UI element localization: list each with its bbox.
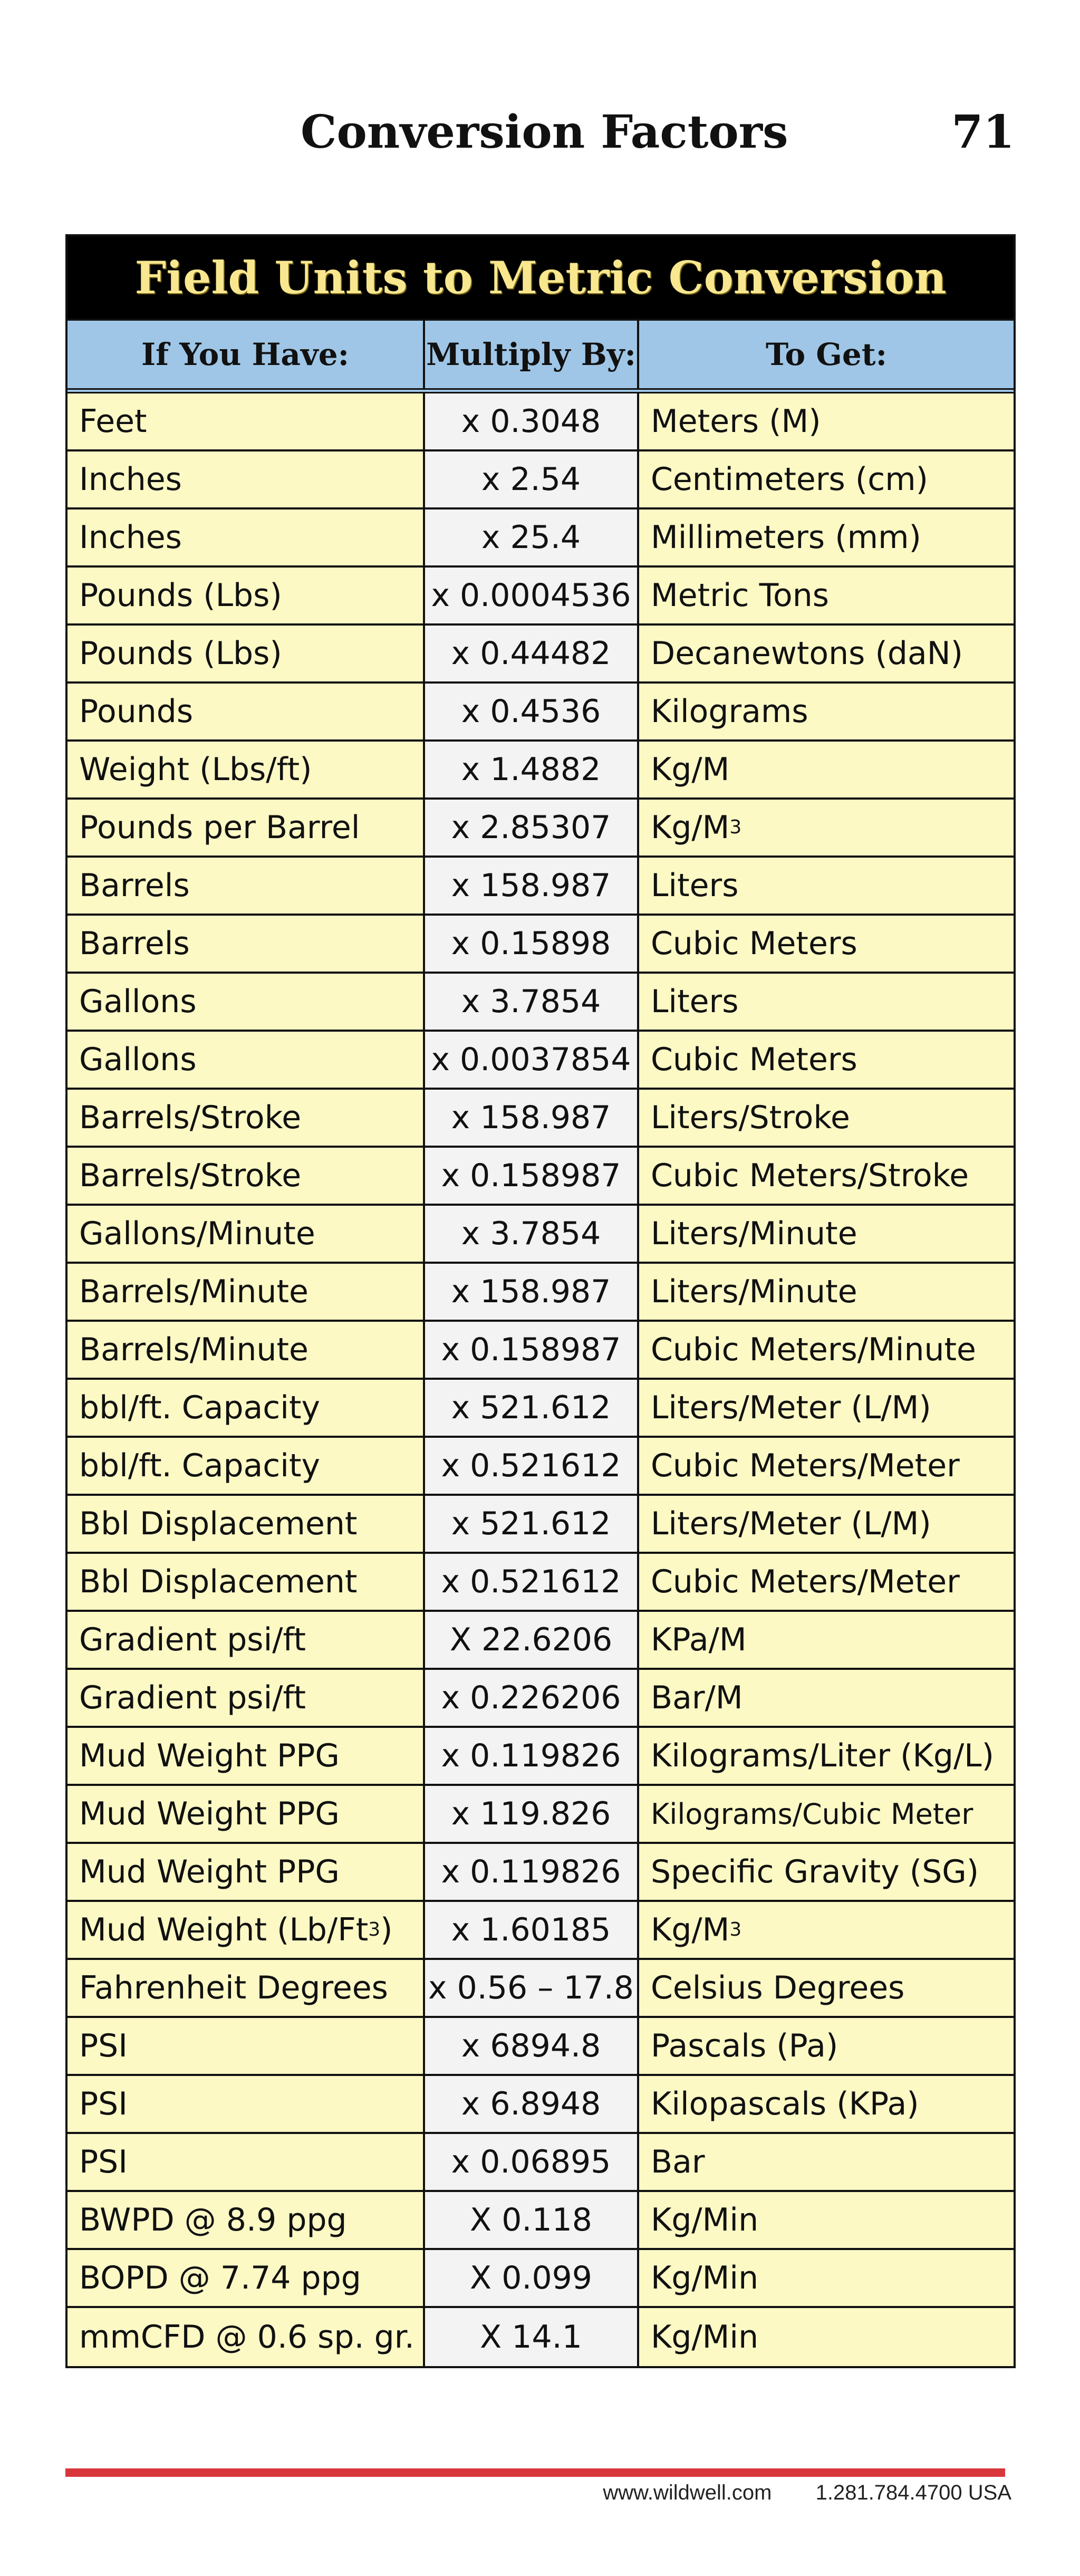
cell-to-get — [639, 626, 1014, 681]
cell-to-get — [639, 1090, 1014, 1146]
cell-to-get — [639, 1612, 1014, 1668]
cell-to-get-text: Centimeters (cm) — [651, 461, 929, 498]
cell-to-get — [639, 684, 1014, 739]
page-number: 71 — [951, 105, 1015, 159]
cell-if-you-have — [68, 2134, 425, 2190]
table-row — [68, 800, 1014, 858]
table-row — [68, 1090, 1014, 1148]
cell-multiply-by: x 0.158987 — [425, 1148, 639, 1204]
table-row — [68, 1496, 1014, 1554]
cell-to-get — [639, 393, 1014, 449]
cell-to-get-text: Liters/Meter (L/M) — [651, 1389, 931, 1426]
cell-to-get — [639, 510, 1014, 565]
cell-if-you-have-text: bbl/ft. Capacity — [79, 1447, 321, 1484]
cell-if-you-have-text: Mud Weight PPG — [79, 1853, 340, 1890]
table-row — [68, 742, 1014, 800]
cell-to-get-text: Kilograms — [651, 693, 808, 730]
table-row — [68, 626, 1014, 684]
cell-to-get — [639, 742, 1014, 797]
cell-if-you-have — [68, 2308, 425, 2366]
cell-to-get — [639, 2134, 1014, 2190]
footer-rule — [65, 2468, 1005, 2477]
cell-if-you-have — [68, 800, 425, 856]
page-header — [0, 105, 1080, 174]
cell-multiply-by: x 2.85307 — [425, 800, 639, 856]
cell-if-you-have — [68, 974, 425, 1030]
cell-if-you-have — [68, 2076, 425, 2132]
cell-to-get — [639, 1322, 1014, 1378]
cell-multiply-by: x 1.4882 — [425, 742, 639, 797]
table-row — [68, 568, 1014, 626]
header-to-get: To Get: — [765, 337, 888, 372]
cell-to-get — [639, 1438, 1014, 1494]
cell-to-get — [639, 858, 1014, 914]
cell-to-get-text: Specific Gravity (SG) — [651, 1853, 979, 1890]
cell-to-get-text: Liters — [651, 867, 739, 904]
cell-multiply-by: x 6894.8 — [425, 2018, 639, 2074]
table-row — [68, 1032, 1014, 1090]
cell-to-get — [639, 451, 1014, 507]
cell-if-you-have — [68, 742, 425, 797]
cell-if-you-have-text: Weight (Lbs/ft) — [79, 751, 312, 788]
cell-if-you-have — [68, 1438, 425, 1494]
cell-to-get — [639, 1960, 1014, 2016]
cell-to-get-text: Kg/M — [651, 751, 730, 788]
cell-to-get-text: Meters (M) — [651, 403, 821, 440]
header-if-you-have: If You Have: — [68, 321, 425, 388]
cell-if-you-have — [68, 1206, 425, 1262]
cell-to-get — [639, 2076, 1014, 2132]
cell-multiply-by: x 0.44482 — [425, 626, 639, 681]
cell-to-get-text: Cubic Meters — [651, 925, 857, 962]
cell-multiply-by: x 0.521612 — [425, 1554, 639, 1610]
table-row — [68, 2192, 1014, 2250]
cell-to-get-text: Liters/Minute — [651, 1215, 857, 1252]
cell-multiply-by: x 0.3048 — [425, 393, 639, 449]
footer-phone: 1.281.784.4700 USA — [815, 2481, 1011, 2504]
cell-to-get — [639, 1554, 1014, 1610]
cell-if-you-have: Mud Weight (Lb/Ft 3 ) — [68, 1902, 425, 1958]
cell-if-you-have — [68, 1032, 425, 1088]
cell-if-you-have-text: Barrels/Stroke — [79, 1157, 302, 1194]
cell-multiply-by: x 3.7854 — [425, 1206, 639, 1262]
cell-to-get-text: Kilograms/Cubic Meter — [651, 1797, 973, 1831]
table-row — [68, 1844, 1014, 1902]
header-multiply-by: Multiply By: — [425, 321, 639, 388]
cell-to-get-text: Cubic Meters/Stroke — [651, 1157, 969, 1194]
cell-to-get-text: Cubic Meters/Meter — [651, 1447, 960, 1484]
table-banner — [68, 236, 1014, 319]
cell-to-get — [639, 1206, 1014, 1262]
table-row — [68, 1670, 1014, 1728]
cell-if-you-have-text: bbl/ft. Capacity — [79, 1389, 321, 1426]
cell-multiply-by: X 0.118 — [425, 2192, 639, 2248]
cell-if-you-have-text: Pounds (Lbs) — [79, 577, 282, 614]
cell-if-you-have-text: Barrels — [79, 925, 190, 962]
cell-if-you-have — [68, 1960, 425, 2016]
cell-to-get-text: Cubic Meters — [651, 1041, 857, 1078]
cell-to-get — [639, 1786, 1014, 1842]
column-headers — [68, 319, 1014, 393]
cell-if-you-have — [68, 510, 425, 565]
table-row — [68, 1264, 1014, 1322]
cell-to-get: Kg/M 3 — [639, 1902, 1014, 1958]
cell-multiply-by: x 0.119826 — [425, 1728, 639, 1784]
cell-to-get — [639, 2018, 1014, 2074]
table-row — [68, 1380, 1014, 1438]
cell-if-you-have-text: Barrels/Minute — [79, 1273, 308, 1310]
conversion-table — [65, 234, 1016, 2368]
table-row — [68, 1206, 1014, 1264]
cell-if-you-have — [68, 1148, 425, 1204]
cell-multiply-by: x 0.0037854 — [425, 1032, 639, 1088]
cell-multiply-by: x 6.8948 — [425, 2076, 639, 2132]
table-banner-title: Field Units to Metric Conversion — [134, 251, 947, 304]
cell-if-you-have-suffix: ) — [380, 1911, 393, 1948]
cell-if-you-have — [68, 1090, 425, 1146]
table-row — [68, 2018, 1014, 2076]
cell-to-get — [639, 1032, 1014, 1088]
cell-to-get — [639, 1380, 1014, 1436]
cell-if-you-have — [68, 684, 425, 739]
table-row — [68, 684, 1014, 742]
cell-if-you-have — [68, 626, 425, 681]
cell-multiply-by: x 1.60185 — [425, 1902, 639, 1958]
cell-if-you-have — [68, 2018, 425, 2074]
cell-to-get-text: Decanewtons (daN) — [651, 635, 963, 672]
table-row — [68, 2076, 1014, 2134]
cell-to-get-text: Celsius Degrees — [651, 1969, 905, 2006]
cell-if-you-have-text: Mud Weight PPG — [79, 1795, 340, 1832]
cell-to-get — [639, 1148, 1014, 1204]
cell-to-get-text: Kg/Min — [651, 2202, 759, 2238]
cell-multiply-by: x 0.521612 — [425, 1438, 639, 1494]
cell-if-you-have — [68, 568, 425, 623]
cell-if-you-have — [68, 1844, 425, 1900]
cell-multiply-by: x 3.7854 — [425, 974, 639, 1030]
cell-if-you-have — [68, 1554, 425, 1610]
cell-if-you-have-text: Pounds per Barrel — [79, 809, 360, 846]
cell-to-get-text: Millimeters (mm) — [651, 519, 921, 556]
cell-to-get — [639, 568, 1014, 623]
cell-to-get — [639, 1670, 1014, 1726]
cell-if-you-have — [68, 858, 425, 914]
cell-multiply-by: X 22.6206 — [425, 1612, 639, 1668]
cell-multiply-by: x 25.4 — [425, 510, 639, 565]
cell-multiply-by: x 0.06895 — [425, 2134, 639, 2190]
cell-if-you-have-text: Barrels/Minute — [79, 1331, 308, 1368]
cell-to-get-text: Metric Tons — [651, 577, 830, 614]
cell-to-get-text: Liters/Minute — [651, 1273, 857, 1310]
cell-if-you-have — [68, 2250, 425, 2306]
cell-to-get-text: Kg/Min — [651, 2319, 759, 2356]
cell-if-you-have-text: mmCFD @ 0.6 sp. gr. — [79, 2319, 414, 2356]
cell-multiply-by: X 0.099 — [425, 2250, 639, 2306]
cell-if-you-have-text: PSI — [79, 2027, 128, 2064]
cell-to-get — [639, 974, 1014, 1030]
cell-to-get-text: Kg/Min — [651, 2260, 759, 2296]
cell-multiply-by: x 0.158987 — [425, 1322, 639, 1378]
cell-to-get-text: Cubic Meters/Meter — [651, 1563, 960, 1600]
cell-multiply-by: x 0.226206 — [425, 1670, 639, 1726]
table-row — [68, 1960, 1014, 2018]
cell-if-you-have — [68, 916, 425, 972]
cell-to-get-text: Kilopascals (KPa) — [651, 2085, 919, 2122]
cell-to-get-text: Pascals (Pa) — [651, 2027, 838, 2064]
cell-if-you-have-text: Inches — [79, 461, 182, 498]
table-row — [68, 1728, 1014, 1786]
cell-if-you-have-text: Barrels/Stroke — [79, 1099, 302, 1136]
cell-multiply-by: x 158.987 — [425, 858, 639, 914]
table-row — [68, 2134, 1014, 2192]
cell-if-you-have-text: PSI — [79, 2085, 128, 2122]
table-row — [68, 974, 1014, 1032]
cell-if-you-have-text: Gradient psi/ft — [79, 1621, 306, 1658]
cell-multiply-by: x 0.4536 — [425, 684, 639, 739]
cell-if-you-have-text: PSI — [79, 2144, 128, 2180]
cell-to-get-text: Bar — [651, 2144, 705, 2180]
cell-to-get — [639, 1496, 1014, 1552]
cell-to-get-text: Cubic Meters/Minute — [651, 1331, 976, 1368]
cell-if-you-have — [68, 2192, 425, 2248]
cell-to-get — [639, 1844, 1014, 1900]
cell-if-you-have — [68, 1612, 425, 1668]
table-row — [68, 1148, 1014, 1206]
page-title: Conversion Factors — [301, 105, 788, 159]
table-row — [68, 2308, 1014, 2366]
cell-if-you-have — [68, 1496, 425, 1552]
table-row — [68, 1322, 1014, 1380]
cell-to-get-text: Kg/M — [651, 1911, 730, 1948]
cell-if-you-have-text: BWPD @ 8.9 ppg — [79, 2202, 347, 2238]
table-row — [68, 1554, 1014, 1612]
table-body — [68, 393, 1014, 2366]
table-row — [68, 1438, 1014, 1496]
table-row — [68, 1786, 1014, 1844]
cell-to-get: Kg/M 3 — [639, 800, 1014, 856]
cell-multiply-by: x 521.612 — [425, 1496, 639, 1552]
cell-multiply-by: x 158.987 — [425, 1264, 639, 1320]
cell-to-get-text: Liters/Stroke — [651, 1099, 850, 1136]
cell-if-you-have — [68, 393, 425, 449]
table-row — [68, 1902, 1014, 1960]
cell-if-you-have-text: Gallons/Minute — [79, 1215, 315, 1252]
cell-to-get-text: KPa/M — [651, 1621, 747, 1658]
cell-multiply-by: x 0.0004536 — [425, 568, 639, 623]
cell-multiply-by: x 2.54 — [425, 451, 639, 507]
table-row — [68, 510, 1014, 568]
table-row — [68, 393, 1014, 451]
cell-to-get-text: Kilograms/Liter (Kg/L) — [651, 1737, 995, 1774]
cell-to-get — [639, 1728, 1014, 1784]
footer — [603, 2481, 1011, 2505]
cell-to-get-text: Bar/M — [651, 1679, 743, 1716]
cell-if-you-have — [68, 1786, 425, 1842]
footer-url: www.wildwell.com — [603, 2481, 772, 2504]
cell-if-you-have — [68, 1670, 425, 1726]
cell-if-you-have-text: Mud Weight (Lb/Ft — [79, 1911, 369, 1948]
table-row — [68, 858, 1014, 916]
cell-if-you-have — [68, 1728, 425, 1784]
table-row — [68, 916, 1014, 974]
cell-to-get — [639, 1264, 1014, 1320]
cell-to-get-text: Liters — [651, 983, 739, 1020]
cell-if-you-have-text: Pounds (Lbs) — [79, 635, 282, 672]
cell-multiply-by: x 0.119826 — [425, 1844, 639, 1900]
cell-if-you-have-text: Feet — [79, 403, 147, 440]
cell-if-you-have-text: Barrels — [79, 867, 190, 904]
cell-if-you-have — [68, 1380, 425, 1436]
cell-multiply-by: x 158.987 — [425, 1090, 639, 1146]
cell-if-you-have-text: Bbl Displacement — [79, 1505, 358, 1542]
cell-to-get-text: Liters/Meter (L/M) — [651, 1505, 931, 1542]
cell-if-you-have-text: Pounds — [79, 693, 194, 730]
cell-if-you-have — [68, 1322, 425, 1378]
cell-if-you-have — [68, 451, 425, 507]
cell-to-get — [639, 2308, 1014, 2366]
cell-if-you-have-text: Mud Weight PPG — [79, 1737, 340, 1774]
cell-multiply-by: x 0.56 – 17.8 — [425, 1960, 639, 2016]
cell-if-you-have-text: BOPD @ 7.74 ppg — [79, 2260, 361, 2296]
cell-if-you-have-text: Bbl Displacement — [79, 1563, 358, 1600]
cell-if-you-have-text: Inches — [79, 519, 182, 556]
cell-if-you-have-text: Gradient psi/ft — [79, 1679, 306, 1716]
cell-to-get-text: Kg/M — [651, 809, 730, 846]
cell-multiply-by: x 0.15898 — [425, 916, 639, 972]
cell-to-get — [639, 916, 1014, 972]
cell-if-you-have-text: Gallons — [79, 1041, 197, 1078]
cell-multiply-by: x 119.826 — [425, 1786, 639, 1842]
table-row — [68, 1612, 1014, 1670]
cell-if-you-have-text: Fahrenheit Degrees — [79, 1969, 388, 2006]
cell-to-get — [639, 2192, 1014, 2248]
cell-to-get — [639, 2250, 1014, 2306]
cell-if-you-have-text: Gallons — [79, 983, 197, 1020]
table-row — [68, 2250, 1014, 2308]
cell-if-you-have — [68, 1264, 425, 1320]
cell-multiply-by: X 14.1 — [425, 2308, 639, 2366]
cell-multiply-by: x 521.612 — [425, 1380, 639, 1436]
table-row — [68, 451, 1014, 510]
